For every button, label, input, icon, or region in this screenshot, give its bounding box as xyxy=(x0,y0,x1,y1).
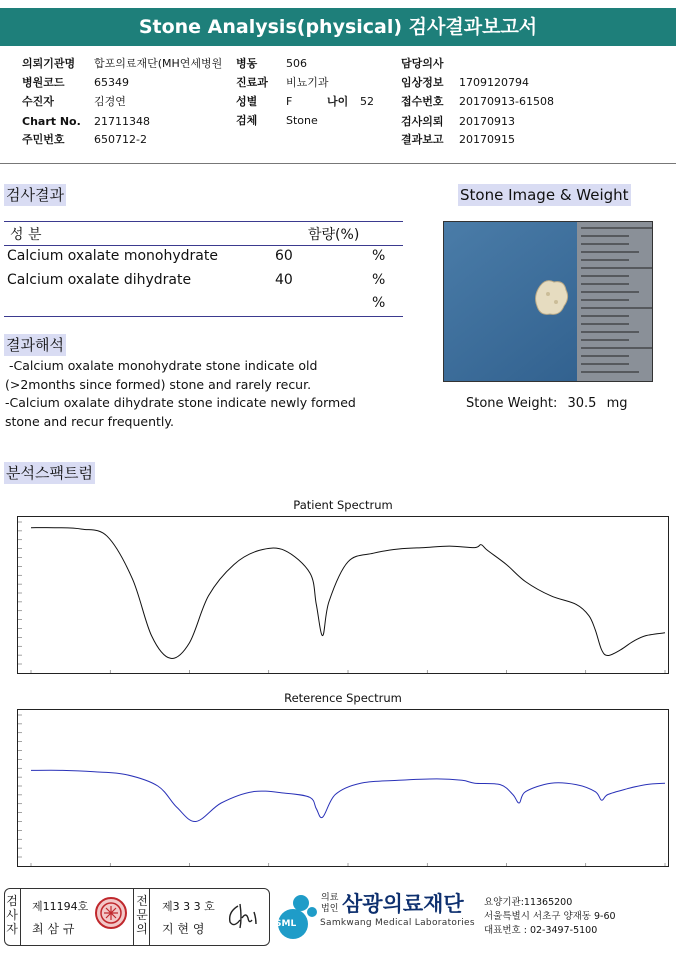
value-receipt-no: 20170913-61508 xyxy=(459,95,554,108)
interpretation-line-3: -Calcium oxalate dihydrate stone indicate newly formed xyxy=(5,395,356,410)
value-patient: 김경연 xyxy=(94,95,126,108)
examiner-label: 검사자 xyxy=(6,894,18,936)
org-type: 의료법인 xyxy=(321,893,339,914)
label-age: 나이 xyxy=(327,95,349,108)
label-hospital-code: 병원코드 xyxy=(22,76,65,89)
results-top-rule xyxy=(4,221,403,222)
label-doctor: 담당의사 xyxy=(401,57,444,70)
stone-image xyxy=(443,221,653,382)
info-divider xyxy=(0,163,676,164)
patient-spectrum-title: Patient Spectrum xyxy=(293,498,393,512)
result-unit-1: % xyxy=(372,248,386,264)
label-report-date: 결과보고 xyxy=(401,133,444,146)
spectrum-heading: 분석스팩트럼 xyxy=(6,464,93,482)
sml-logo-icon xyxy=(271,890,321,942)
spectrum-line xyxy=(31,770,665,821)
org-name: 삼광의료재단 xyxy=(342,892,464,916)
label-request-date: 검사의뢰 xyxy=(401,115,444,128)
org-address: 서울특별시 서초구 양재동 9-60 xyxy=(484,911,616,922)
specialist-number: 제3 3 3 호 xyxy=(162,900,215,913)
interpretation-line-4: stone and recur frequently. xyxy=(5,413,174,429)
reference-spectrum-title: Reterence Spectrum xyxy=(284,691,402,705)
value-department: 비뇨기과 xyxy=(286,76,329,89)
result-name-1: Calcium oxalate monohydrate xyxy=(7,248,218,264)
reference-spectrum-chart xyxy=(17,709,669,867)
label-requester: 의뢰기관명 xyxy=(22,57,76,70)
value-specimen: Stone xyxy=(286,114,318,127)
stone-weight-unit: mg xyxy=(606,396,628,411)
chart-frame xyxy=(18,517,669,674)
label-sex: 성별 xyxy=(236,95,258,108)
result-unit-2: % xyxy=(372,272,386,288)
interpretation-line-2: (>2months since formed) stone and rarely recur. xyxy=(5,376,312,392)
value-resident-no: 650712-2 xyxy=(94,133,147,146)
results-heading: 검사결과 xyxy=(6,186,64,204)
label-department: 진료과 xyxy=(236,76,268,89)
value-report-date: 20170915 xyxy=(459,133,515,146)
org-english: Samkwang Medical Laboratories xyxy=(320,918,475,928)
sml-logo-text: SML xyxy=(275,919,297,929)
signature-divider-2 xyxy=(133,888,134,946)
label-receipt-no: 접수번호 xyxy=(401,95,444,108)
stone-heading: Stone Image & Weight xyxy=(460,186,629,204)
results-col-content: 함량(%) xyxy=(308,227,360,243)
stone-weight-value: 30.5 xyxy=(567,396,597,411)
value-hospital-code: 65349 xyxy=(94,76,129,89)
spectrum-line xyxy=(31,528,665,659)
stone-weight xyxy=(466,396,628,411)
result-name-2: Calcium oxalate dihydrate xyxy=(7,272,192,288)
label-specimen: 검체 xyxy=(236,114,258,127)
results-bottom-rule xyxy=(4,316,403,317)
label-resident-no: 주민번호 xyxy=(22,133,65,146)
label-patient: 수진자 xyxy=(22,95,54,108)
value-clinical-info: 1709120794 xyxy=(459,76,529,89)
result-value-2: 40 xyxy=(275,272,293,288)
org-code: 요양기관:11365200 xyxy=(484,897,573,908)
org-phone: 대표번호 : 02-3497-5100 xyxy=(484,925,598,936)
examiner-number: 제11194호 xyxy=(32,900,89,913)
results-col-component: 성 분 xyxy=(10,227,42,243)
value-age: 52 xyxy=(360,95,374,108)
label-clinical-info: 임상정보 xyxy=(401,76,444,89)
result-value-1: 60 xyxy=(275,248,293,264)
interpretation-text xyxy=(5,357,356,431)
result-unit-3: % xyxy=(372,295,386,311)
specialist-label: 전문의 xyxy=(136,894,148,936)
value-requester: 합포의료재단(MH연세병원 xyxy=(94,57,223,70)
patient-spectrum-chart xyxy=(17,516,669,674)
examiner-name: 최 삼 규 xyxy=(32,922,75,936)
stone-weight-label: Stone Weight: xyxy=(466,396,558,411)
interpretation-line-1: -Calcium oxalate monohydrate stone indicate old xyxy=(5,358,318,373)
value-ward: 506 xyxy=(286,57,307,70)
signature-divider-3 xyxy=(149,888,150,946)
signature-divider-1 xyxy=(20,888,21,946)
value-chart-no: 21711348 xyxy=(94,115,150,128)
interpretation-heading: 결과해석 xyxy=(6,336,64,354)
specialist-signature-icon xyxy=(224,898,264,934)
value-sex: F xyxy=(286,95,293,108)
value-request-date: 20170913 xyxy=(459,115,515,128)
report-title: Stone Analysis(physical) 검사결과보고서 xyxy=(0,8,676,46)
specialist-name: 지 현 영 xyxy=(162,922,205,936)
results-header-rule xyxy=(4,245,403,246)
examiner-seal-icon xyxy=(94,896,128,930)
label-ward: 병동 xyxy=(236,57,258,70)
chart-frame xyxy=(18,710,669,867)
label-chart-no: Chart No. xyxy=(22,115,81,128)
